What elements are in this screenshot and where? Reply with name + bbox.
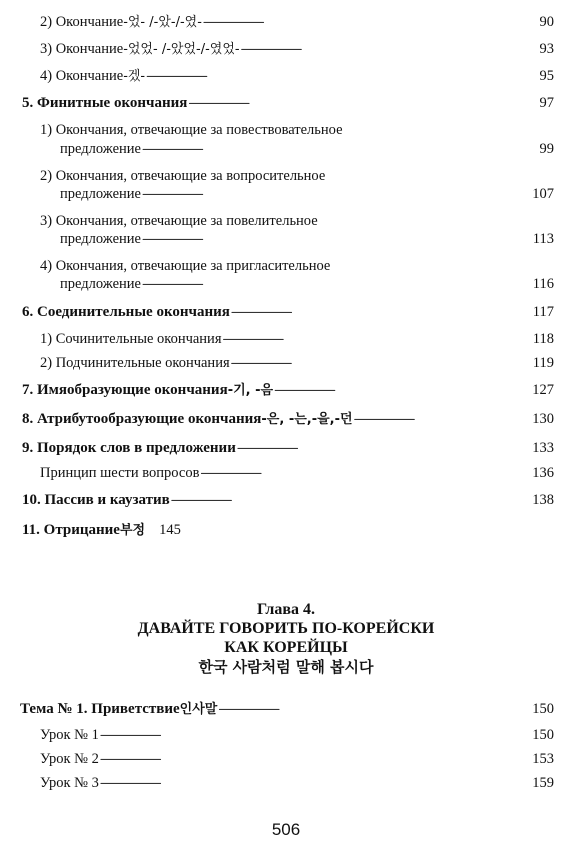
toc-entry-line1: 3) Окончания, отвечающие за повелительное — [40, 213, 318, 229]
toc-entry — [40, 750, 554, 768]
toc-section-page: 127 — [532, 382, 554, 398]
dot-leader — [231, 304, 532, 316]
toc-entry-label: 2) Подчинительные окончания — [40, 355, 230, 371]
toc-entry — [40, 330, 554, 348]
toc-entry — [60, 185, 554, 203]
toc-entry-label: 4) Окончание — [40, 68, 124, 84]
toc-entry-korean: -겠- — [123, 69, 146, 84]
dot-leader — [142, 276, 532, 288]
toc-entry-label: Урок № 2 — [40, 751, 99, 767]
toc-section-korean: 부정 — [119, 523, 146, 538]
dot-leader — [354, 411, 532, 423]
dot-leader — [146, 68, 538, 80]
chapter-title-line1: ДАВАЙТЕ ГОВОРИТЬ ПО-КОРЕЙСКИ — [137, 620, 435, 637]
toc-entry — [40, 726, 554, 744]
toc-section — [22, 410, 554, 429]
dot-leader — [188, 95, 538, 107]
toc-section-label: 7. Имяобразующие окончания — [22, 382, 228, 398]
toc-entry-page: 118 — [532, 331, 554, 347]
dot-leader — [231, 355, 532, 367]
toc-entry-page: 153 — [532, 751, 554, 767]
toc-section-page: 145 — [159, 522, 181, 538]
toc-entry-label: 3) Окончание — [40, 41, 124, 57]
toc-section — [22, 521, 181, 540]
dot-leader — [274, 382, 531, 394]
toc-entry — [40, 774, 554, 792]
toc-section-korean: -은, -는,-을,-던 — [261, 412, 353, 427]
toc-section — [20, 700, 554, 719]
toc-entry-label: предложение — [60, 186, 141, 202]
page-number: 506 — [271, 820, 301, 839]
toc-entry — [40, 67, 554, 86]
dot-leader — [171, 492, 531, 504]
toc-section — [22, 381, 554, 400]
chapter-title-korean: 한국 사람처럼 말해 봅시다 — [198, 658, 374, 676]
toc-entry-page: 113 — [532, 231, 554, 247]
toc-section-page: 138 — [532, 492, 554, 508]
toc-entry-label: предложение — [60, 141, 141, 157]
dot-leader — [142, 186, 531, 198]
toc-entry — [40, 464, 554, 482]
dot-leader — [142, 141, 539, 153]
toc-entry-page: 119 — [532, 355, 554, 371]
toc-section-label: 8. Атрибутообразующие окончания — [22, 411, 262, 427]
toc-entry-label: Урок № 1 — [40, 727, 99, 743]
toc-entry-line1: 1) Окончания, отвечающие за повествовательное — [40, 122, 343, 138]
toc-entry-page: 93 — [539, 41, 554, 57]
toc-entry — [60, 275, 554, 293]
toc-entry-label: Урок № 3 — [40, 775, 99, 791]
toc-entry-label: Принцип шести вопросов — [40, 465, 200, 481]
toc-entry — [40, 354, 554, 372]
toc-section — [22, 491, 554, 509]
toc-section — [22, 303, 554, 321]
toc-entry — [40, 40, 554, 59]
dot-leader — [142, 231, 532, 243]
toc-entry-line1: 4) Окончания, отвечающие за пригласительное — [40, 258, 331, 274]
toc-section-page: 133 — [532, 440, 554, 456]
toc-entry-korean: -었었- /-았었-/-였었- — [123, 42, 240, 57]
dot-leader — [237, 440, 531, 452]
toc-section-page: 150 — [532, 701, 554, 717]
toc-section-page: 117 — [532, 304, 554, 320]
toc-entry-korean: -었- /-았-/-였- — [123, 15, 202, 30]
dot-leader — [100, 727, 531, 739]
toc-entry-label: 1) Сочинительные окончания — [40, 331, 222, 347]
toc-section-page: 130 — [532, 411, 554, 427]
toc-entry-label: предложение — [60, 231, 141, 247]
toc-entry-label: 2) Окончание — [40, 14, 124, 30]
dot-leader — [100, 775, 531, 787]
toc-entry — [60, 230, 554, 248]
dot-leader — [218, 701, 531, 713]
toc-entry-page: 99 — [539, 141, 554, 157]
toc-entry-page: 150 — [532, 727, 554, 743]
toc-section-label: 6. Соединительные окончания — [22, 304, 230, 320]
toc-section — [22, 94, 554, 112]
toc-entry — [60, 140, 554, 158]
chapter-title-line2: КАК КОРЕЙЦЫ — [224, 639, 348, 656]
toc-entry-page: 136 — [532, 465, 554, 481]
toc-section-label: 10. Пассив и каузатив — [22, 492, 170, 508]
dot-leader — [241, 41, 539, 53]
toc-section-page: 97 — [539, 95, 554, 111]
toc-entry-page: 107 — [532, 186, 554, 202]
chapter-number: Глава 4. — [257, 601, 315, 618]
toc-section — [22, 439, 554, 457]
toc-entry-page: 159 — [532, 775, 554, 791]
toc-section-label: 9. Порядок слов в предложении — [22, 440, 236, 456]
toc-entry-page: 116 — [532, 276, 554, 292]
dot-leader — [200, 465, 531, 477]
toc-entry — [40, 13, 554, 32]
dot-leader — [223, 331, 532, 343]
toc-entry-line1: 2) Окончания, отвечающие за вопросительное — [40, 168, 326, 184]
toc-section-label: 11. Отрицание — [22, 522, 120, 538]
toc-entry-label: предложение — [60, 276, 141, 292]
dot-leader — [100, 751, 531, 763]
toc-entry-page: 90 — [539, 14, 554, 30]
toc-section-korean: -기, -음 — [227, 383, 274, 398]
dot-leader — [203, 14, 539, 26]
toc-section-korean: 인사말 — [179, 702, 218, 717]
toc-section-label: Тема № 1. Приветствие — [20, 701, 180, 717]
toc-section-label: 5. Финитные окончания — [22, 95, 188, 111]
toc-entry-page: 95 — [539, 68, 554, 84]
